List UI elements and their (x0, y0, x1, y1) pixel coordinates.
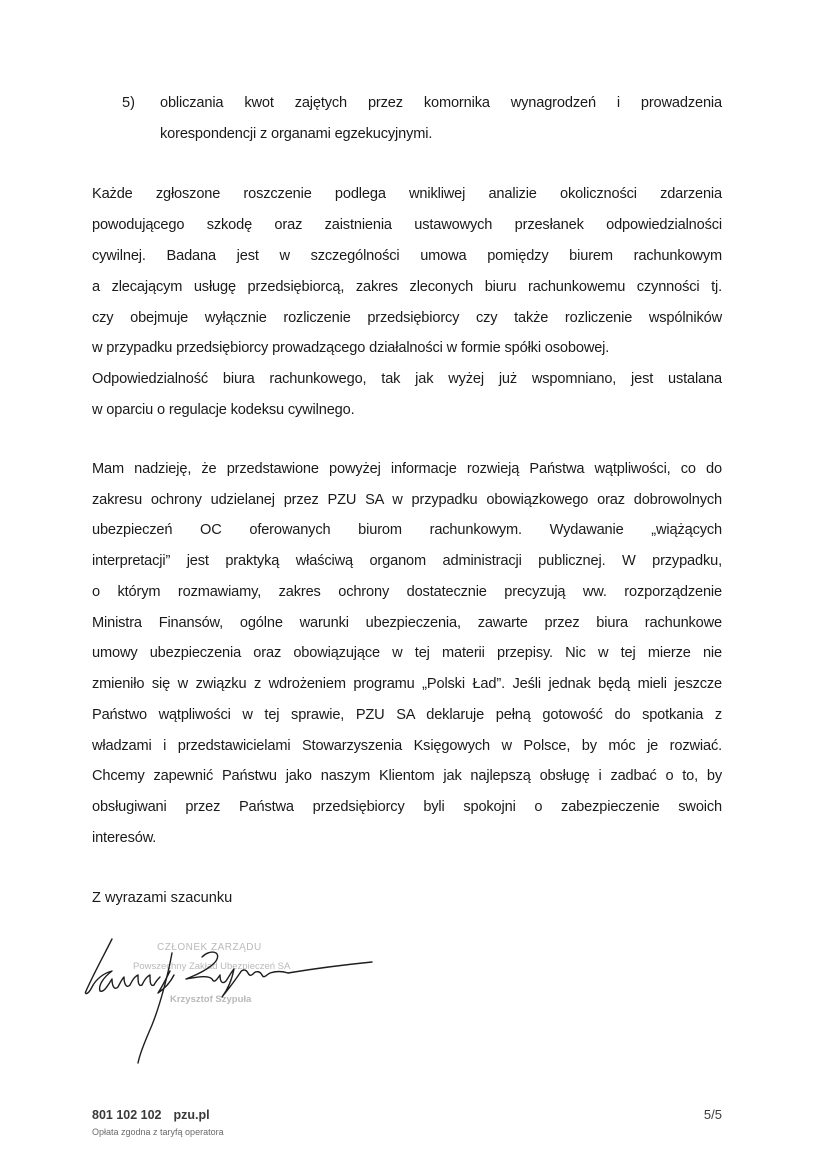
paragraph-line: interpretacji” jest praktyką właściwą organom administracji publicznej. W przypadku, (92, 553, 722, 569)
paragraph-line: obsługiwani przez Państwa przedsiębiorcy byli spokojni o zabezpieczenie swoich (92, 799, 722, 815)
paragraph-line: Każde zgłoszone roszczenie podlega wnikliwej analizie okoliczności zdarzenia (92, 186, 722, 202)
paragraph-line: cywilnej. Badana jest w szczególności umowa pomiędzy biurem rachunkowym (92, 248, 722, 264)
paragraph-line: interesów. (92, 830, 157, 846)
paragraph-line: umowy ubezpieczenia oraz obowiązujące w tej materii przepisy. Nic w tej mierze nie (92, 645, 722, 661)
paragraph-line: zmieniło się w związku z wdrożeniem programu „Polski Ład”. Jeśli jednak będą mieli jeszcze (92, 676, 722, 692)
list-item-line: korespondencji z organami egzekucyjnymi. (160, 126, 433, 142)
handwritten-signature (82, 935, 382, 1065)
paragraph-line: zakresu ochrony udzielanej przez PZU SA w przypadku obowiązkowego oraz dobrowolnych (92, 492, 722, 508)
stamp-title: CZŁONEK ZARZĄDU (157, 942, 262, 953)
paragraph-line: Odpowiedzialność biura rachunkowego, tak jak wyżej już wspomniano, jest ustalana (92, 371, 722, 387)
footer-note: Opłata zgodna z taryfą operatora (92, 1127, 224, 1137)
stamp-name: Krzysztof Szypuła (170, 994, 252, 1005)
list-item-number: 5) (122, 95, 135, 111)
page-number: 5/5 (703, 1107, 722, 1122)
paragraph-line: Ministra Finansów, ogólne warunki ubezpieczenia, zawarte przez biura rachunkowe (92, 615, 722, 631)
paragraph-line: Mam nadzieję, że przedstawione powyżej informacje rozwieją Państwa wątpliwości, co do (92, 461, 722, 477)
paragraph-line: ubezpieczeń OC oferowanych biurom rachunkowym. Wydawanie „wiążących (92, 522, 722, 538)
stamp-company: Powszechny Zakład Ubezpieczeń SA (133, 961, 291, 972)
paragraph-line: w oparciu o regulacje kodeksu cywilnego. (92, 402, 355, 418)
footer-contact (92, 1108, 210, 1122)
paragraph-line: o którym rozmawiamy, zakres ochrony dostatecznie precyzują ww. rozporządzenie (92, 584, 722, 600)
footer-phone[interactable]: 801 102 102 (92, 1108, 162, 1122)
paragraph-line: w przypadku przedsiębiorcy prowadzącego działalności w formie spółki osobowej. (92, 340, 610, 356)
paragraph-line: Państwo wątpliwości w tej sprawie, PZU SA deklaruje pełną gotowość do spotkania z (92, 707, 722, 723)
footer-website-link[interactable]: pzu.pl (173, 1108, 210, 1122)
list-item-line: obliczania kwot zajętych przez komornika wynagrodzeń i prowadzenia (160, 95, 722, 111)
paragraph-line: Chcemy zapewnić Państwu jako naszym Klientom jak najlepszą obsługę i zadbać o to, by (92, 768, 722, 784)
paragraph-line: czy obejmuje wyłącznie rozliczenie przedsiębiorcy czy także rozliczenie wspólników (92, 310, 722, 326)
paragraph-line: a zlecającym usługę przedsiębiorcą, zakres zleconych biuru rachunkowemu czynności tj. (92, 279, 722, 295)
paragraph-line: powodującego szkodę oraz zaistnienia ustawowych przesłanek odpowiedzialności (92, 217, 722, 233)
closing-salutation: Z wyrazami szacunku (92, 890, 233, 906)
signature-block (82, 935, 382, 1065)
paragraph-line: władzami i przedstawicielami Stowarzyszenia Księgowych w Polsce, by móc je rozwiać. (92, 738, 722, 754)
